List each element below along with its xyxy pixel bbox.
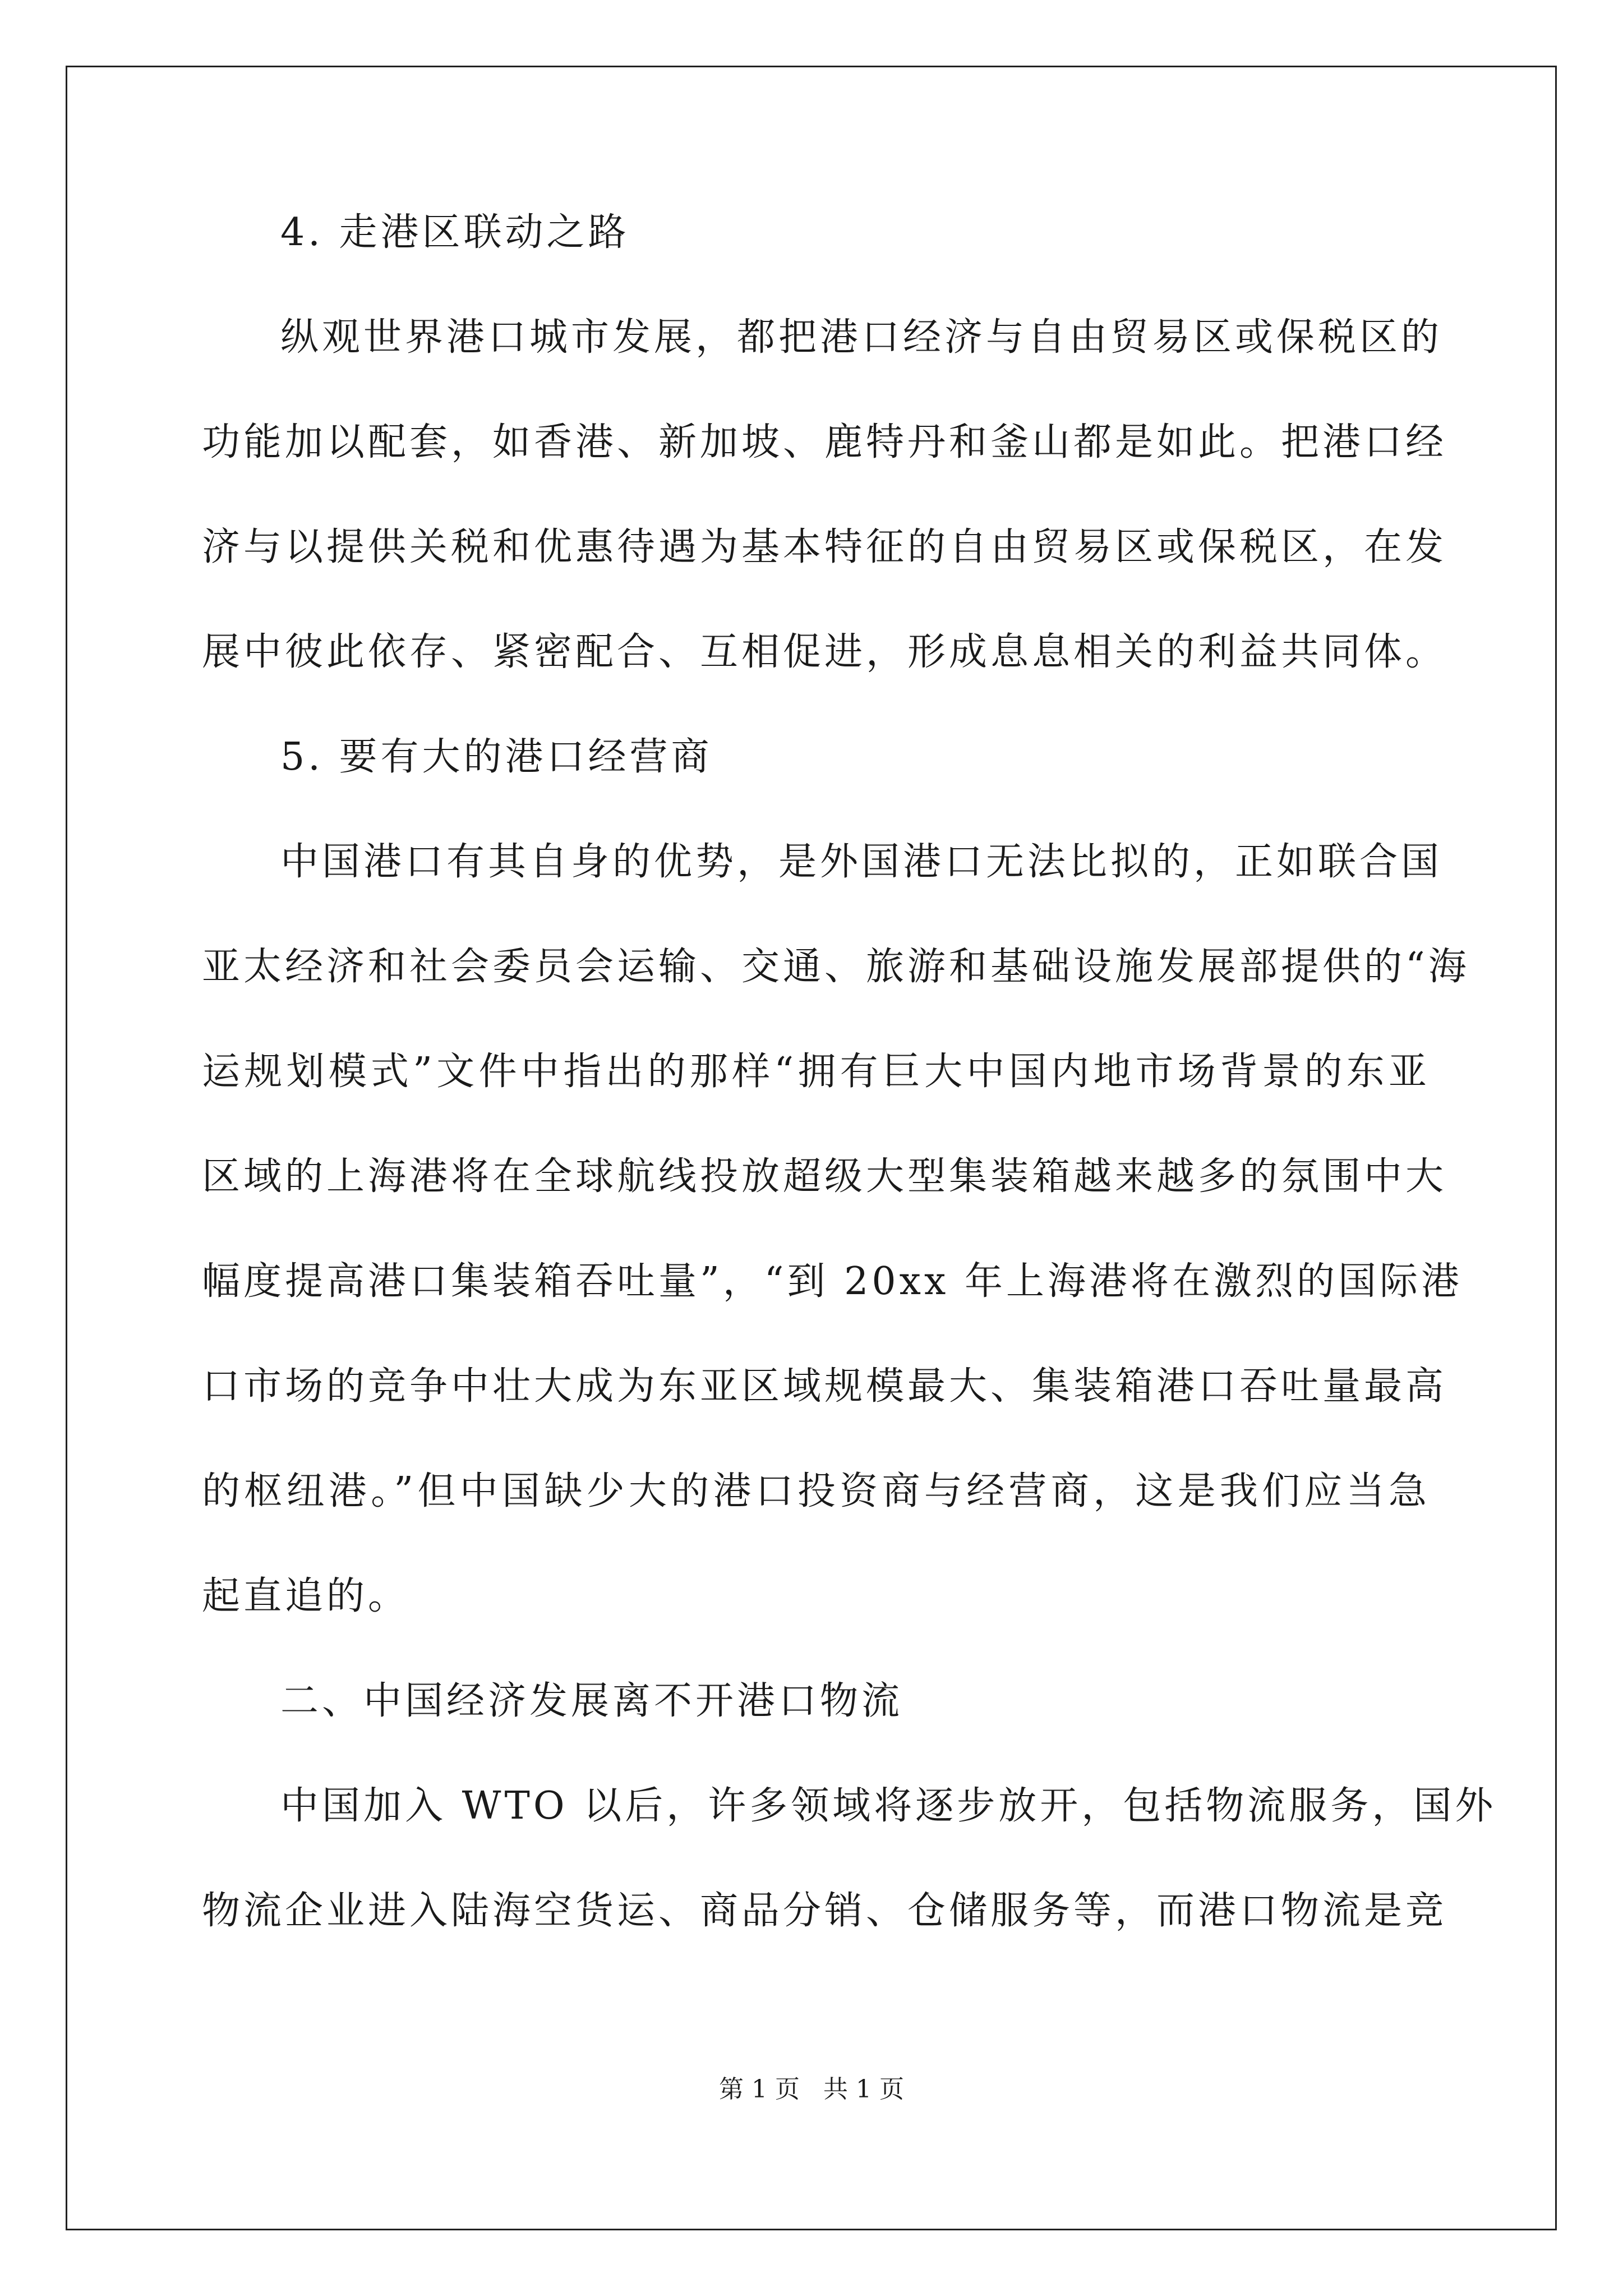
document-body	[202, 210, 1497, 1996]
text-line: 中国港口有其自身的优势，是外国港口无法比拟的，正如联合国	[280, 840, 1443, 884]
text-line: 口市场的竞争中壮大成为东亚区域规模最大、集装箱港口吞吐量最高	[202, 1364, 1447, 1409]
text-line: 展中彼此依存、紧密配合、互相促进，形成息息相关的利益共同体。	[202, 630, 1447, 674]
text-line: 5. 要有大的港口经营商	[280, 735, 713, 779]
text-line: 物流企业进入陆海空货运、商品分销、仓储服务等，而港口物流是竞	[202, 1889, 1447, 1933]
text-line: 中国加入 WTO 以后，许多领域将逐步放开，包括物流服务，国外	[280, 1784, 1497, 1828]
text-line: 运规划模式”文件中指出的那样“拥有巨大中国内地市场背景的东亚	[202, 1050, 1430, 1094]
text-line: 区域的上海港将在全球航线投放超级大型集装箱越来越多的氛围中大	[202, 1154, 1447, 1199]
text-line: 的枢纽港。”但中国缺少大的港口投资商与经营商，这是我们应当急	[202, 1469, 1430, 1513]
text-line: 二、中国经济发展离不开港口物流	[280, 1679, 903, 1723]
page-number: 第 1 页	[719, 2075, 800, 2104]
text-line: 幅度提高港口集装箱吞吐量”，“到 20xx 年上海港将在激烈的国际港	[202, 1259, 1463, 1304]
text-line: 起直追的。	[202, 1574, 410, 1618]
text-line: 济与以提供关税和优惠待遇为基本特征的自由贸易区或保税区，在发	[202, 525, 1447, 569]
text-line: 4. 走港区联动之路	[280, 210, 630, 255]
text-line: 亚太经济和社会委员会运输、交通、旅游和基础设施发展部提供的“海	[202, 945, 1470, 989]
text-line: 功能加以配套，如香港、新加坡、鹿特丹和釜山都是如此。把港口经	[202, 420, 1447, 464]
page-footer	[0, 2076, 1623, 2104]
text-line: 纵观世界港口城市发展，都把港口经济与自由贸易区或保税区的	[280, 315, 1443, 360]
page-total: 共 1 页	[823, 2075, 904, 2104]
